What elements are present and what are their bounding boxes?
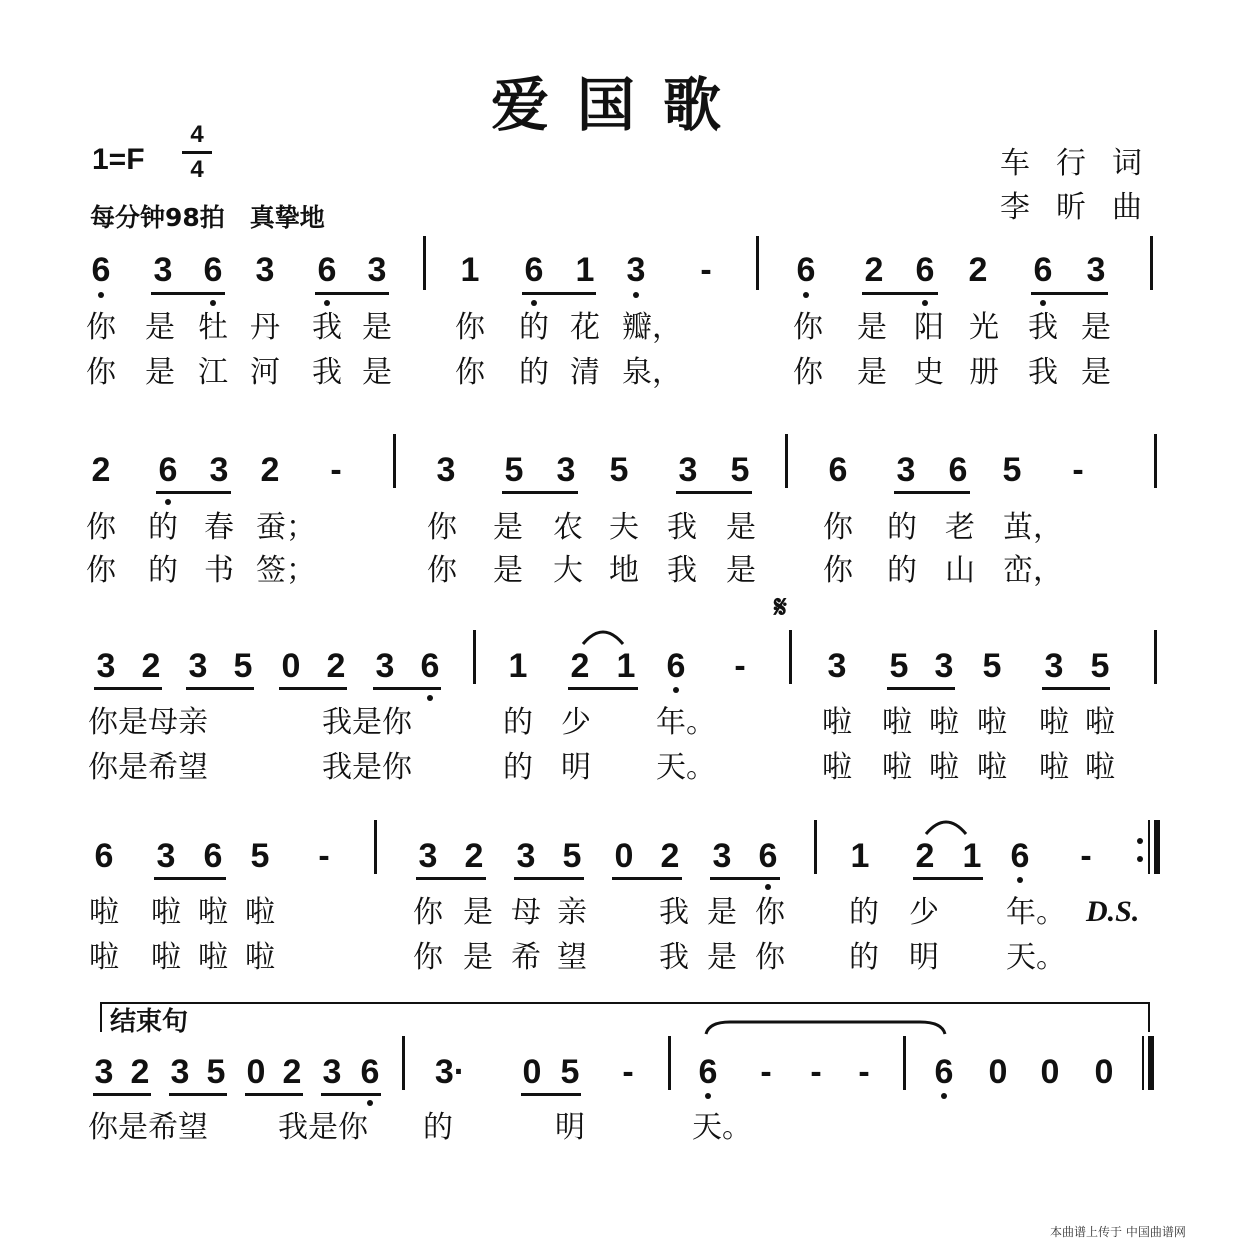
note: 3	[209, 451, 229, 489]
note: 1	[850, 837, 870, 875]
note: 5	[1090, 647, 1110, 685]
composer-credit: 李昕曲	[1000, 190, 1168, 225]
lyric: 是	[707, 940, 737, 975]
lyric: 母	[511, 895, 541, 930]
note: 5	[562, 837, 582, 875]
lyric: 希	[511, 940, 541, 975]
note: 3	[626, 251, 646, 289]
key-signature: 1=F	[92, 143, 145, 176]
note: 2	[660, 837, 680, 875]
lyric: 天。	[1006, 940, 1066, 975]
lyric: 是	[726, 553, 756, 588]
note: 6	[420, 647, 440, 685]
lyric: 是	[707, 895, 737, 930]
note: 3	[1044, 647, 1064, 685]
note: 3	[827, 647, 847, 685]
lyric: 大	[553, 553, 583, 588]
lyric: 啦	[822, 705, 852, 740]
note: 3	[322, 1053, 342, 1091]
note: 6	[915, 251, 935, 289]
note: 3	[96, 647, 116, 685]
lyric: 啦	[929, 750, 959, 785]
note: 3	[255, 251, 275, 289]
lyric: 的	[503, 750, 533, 785]
note: -	[760, 1053, 772, 1091]
note: 0	[522, 1053, 542, 1091]
note: 6	[698, 1053, 718, 1091]
note: 3·	[434, 1053, 466, 1091]
lyric: 的	[849, 940, 879, 975]
lyric: 我	[1028, 310, 1058, 345]
lyric: 我	[659, 940, 689, 975]
lyric: 是	[463, 940, 493, 975]
note: 6	[758, 837, 778, 875]
note: 1	[460, 251, 480, 289]
lyric: 你	[823, 553, 853, 588]
lyric: 的	[519, 310, 549, 345]
note: 3	[712, 837, 732, 875]
note: 3	[367, 251, 387, 289]
note: 2	[141, 647, 161, 685]
lyric: 蚕；	[256, 510, 316, 545]
lyric: 的	[849, 895, 879, 930]
lyric: 的	[503, 705, 533, 740]
tie	[583, 632, 623, 644]
lyric: 少	[909, 895, 939, 930]
note: 5	[730, 451, 750, 489]
lyric: 你	[86, 510, 116, 545]
lyric: 亲	[557, 895, 587, 930]
lyric: 明	[555, 1110, 585, 1145]
note: -	[622, 1053, 634, 1091]
note: 5	[1002, 451, 1022, 489]
note: 5	[982, 647, 1002, 685]
lyric: 你	[86, 553, 116, 588]
note: 6	[158, 451, 178, 489]
note: 2	[864, 251, 884, 289]
note: -	[700, 251, 712, 289]
lyric: 你	[413, 895, 443, 930]
note: 6	[828, 451, 848, 489]
note: 6	[203, 251, 223, 289]
note: 5	[233, 647, 253, 685]
note: 1	[508, 647, 528, 685]
meter-bottom: 4	[190, 156, 204, 183]
note: 6	[94, 837, 114, 875]
lyric: 年。	[656, 705, 716, 740]
note: 6	[1033, 251, 1053, 289]
note: -	[330, 451, 342, 489]
lyric: 江	[198, 355, 228, 390]
lyric: 啦	[977, 750, 1007, 785]
lyric: 啦	[1085, 705, 1115, 740]
note: 0	[1094, 1053, 1114, 1091]
lyric: 你	[793, 355, 823, 390]
note: 3	[94, 1053, 114, 1091]
note: 3	[678, 451, 698, 489]
lyric: 光	[969, 310, 999, 345]
lyric: 的	[148, 510, 178, 545]
lyric: 啦	[151, 895, 181, 930]
lyric: 是	[857, 355, 887, 390]
note: 3	[516, 837, 536, 875]
note: 3	[156, 837, 176, 875]
note: 6	[91, 251, 111, 289]
lyric: 啦	[1039, 750, 1069, 785]
note: 3	[896, 451, 916, 489]
lyric: 的	[887, 510, 917, 545]
lyric: 你	[755, 895, 785, 930]
lyric: 夫	[609, 510, 639, 545]
lyric: 清	[570, 355, 600, 390]
note: 3	[375, 647, 395, 685]
lyric: 阳	[914, 310, 944, 345]
note: 5	[250, 837, 270, 875]
note: 5	[609, 451, 629, 489]
note: 6	[934, 1053, 954, 1091]
lyricist-credit: 车行词	[1000, 146, 1168, 181]
note: 2	[326, 647, 346, 685]
note: 5	[206, 1053, 226, 1091]
lyric: 少	[561, 705, 591, 740]
lyric: 你	[455, 355, 485, 390]
dal-segno: D.S.	[1086, 895, 1140, 928]
lyric: 啦	[822, 750, 852, 785]
note: 2	[260, 451, 280, 489]
lyric: 你	[793, 310, 823, 345]
tie	[926, 822, 966, 834]
lyric: 我	[312, 310, 342, 345]
lyric: 你	[823, 510, 853, 545]
note: 6	[317, 251, 337, 289]
lyric: 是	[493, 553, 523, 588]
lyric: 啦	[89, 940, 119, 975]
lyric: 天。	[692, 1110, 752, 1145]
note: 6	[524, 251, 544, 289]
note: 0	[988, 1053, 1008, 1091]
lyric: 的	[423, 1110, 453, 1145]
lyric: 牡	[198, 310, 228, 345]
lyric: 地	[609, 553, 639, 588]
lyric: 啦	[882, 750, 912, 785]
lyric: 老	[945, 510, 975, 545]
lyric: 的	[148, 553, 178, 588]
segno-sign: 𝄋	[774, 590, 787, 625]
lyric: 啦	[1085, 750, 1115, 785]
note: 6	[203, 837, 223, 875]
lyric: 书	[204, 553, 234, 588]
lyric: 望	[557, 940, 587, 975]
lyric: 天。	[656, 750, 716, 785]
footer-credit: 本曲谱上传于 中国曲谱网	[1050, 1225, 1186, 1239]
lyric-phrase: 你是母亲	[88, 705, 208, 740]
lyric: 是	[1081, 355, 1111, 390]
lyric: 是	[362, 310, 392, 345]
lyric: 啦	[89, 895, 119, 930]
lyric: 年。	[1006, 895, 1066, 930]
lyric: 啦	[929, 705, 959, 740]
note: 1	[616, 647, 636, 685]
lyric-phrase: 你是希望	[88, 1110, 208, 1145]
meter-top: 4	[190, 121, 204, 148]
lyric: 峦，	[1003, 553, 1063, 588]
lyric: 农	[553, 510, 583, 545]
lyric: 我	[312, 355, 342, 390]
lyric: 啦	[198, 895, 228, 930]
song-title: 爱国歌	[490, 71, 749, 139]
ending-label: 结束句	[110, 1007, 189, 1037]
lyric: 丹	[250, 310, 280, 345]
lyric: 是	[1081, 310, 1111, 345]
note: 2	[968, 251, 988, 289]
lyric: 是	[145, 310, 175, 345]
lyric: 你	[455, 310, 485, 345]
lyric: 的	[519, 355, 549, 390]
lyric-phrase: 我是你	[322, 705, 412, 740]
lyric: 你	[755, 940, 785, 975]
note: 6	[948, 451, 968, 489]
lyric: 啦	[1039, 705, 1069, 740]
note: -	[858, 1053, 870, 1091]
note: 2	[570, 647, 590, 685]
lyric: 啦	[882, 705, 912, 740]
lyric: 是	[145, 355, 175, 390]
note: 6	[1010, 837, 1030, 875]
note: 5	[504, 451, 524, 489]
lyric: 我	[667, 553, 697, 588]
lyric: 我	[1028, 355, 1058, 390]
lyric: 是	[726, 510, 756, 545]
note: 5	[560, 1053, 580, 1091]
note: 2	[91, 451, 111, 489]
note: 3	[153, 251, 173, 289]
note: -	[318, 837, 330, 875]
note: -	[1072, 451, 1084, 489]
lyric: 你	[413, 940, 443, 975]
note: 6	[796, 251, 816, 289]
lyric: 签；	[256, 553, 316, 588]
note: 2	[915, 837, 935, 875]
note: 3	[934, 647, 954, 685]
note: 1	[575, 251, 595, 289]
note: 3	[1086, 251, 1106, 289]
note: 3	[418, 837, 438, 875]
tempo-marking: 每分钟98拍 真挚地	[90, 203, 325, 232]
note: -	[734, 647, 746, 685]
lyric: 你	[86, 310, 116, 345]
lyric: 是	[362, 355, 392, 390]
note: 2	[464, 837, 484, 875]
note: 3	[188, 647, 208, 685]
lyric: 是	[857, 310, 887, 345]
lyric: 瓣，	[622, 310, 682, 345]
lyric-phrase: 我是你	[322, 750, 412, 785]
lyric: 是	[493, 510, 523, 545]
tie-long	[706, 1022, 945, 1034]
note: 3	[556, 451, 576, 489]
note: 5	[889, 647, 909, 685]
note: 2	[130, 1053, 150, 1091]
lyric: 花	[570, 310, 600, 345]
lyric: 册	[969, 355, 999, 390]
lyric-phrase: 我是你	[278, 1110, 368, 1145]
note: 6	[360, 1053, 380, 1091]
lyric: 茧，	[1003, 510, 1063, 545]
note: 2	[282, 1053, 302, 1091]
lyric: 我	[659, 895, 689, 930]
lyric: 明	[909, 940, 939, 975]
lyric: 啦	[245, 940, 275, 975]
lyric: 啦	[977, 705, 1007, 740]
lyric: 泉，	[622, 355, 682, 390]
lyric: 山	[945, 553, 975, 588]
lyric: 是	[463, 895, 493, 930]
note: 0	[246, 1053, 266, 1091]
lyric: 明	[561, 750, 591, 785]
lyric: 的	[887, 553, 917, 588]
lyric: 啦	[245, 895, 275, 930]
note: 3	[170, 1053, 190, 1091]
note: 0	[1040, 1053, 1060, 1091]
lyric: 史	[914, 355, 944, 390]
note: 1	[962, 837, 982, 875]
note: 0	[281, 647, 301, 685]
lyric: 我	[667, 510, 697, 545]
note: -	[1080, 837, 1092, 875]
lyric: 你	[427, 510, 457, 545]
note: -	[810, 1053, 822, 1091]
note: 3	[436, 451, 456, 489]
lyric: 春	[204, 510, 234, 545]
note: 0	[614, 837, 634, 875]
note: 6	[666, 647, 686, 685]
lyric: 河	[250, 355, 280, 390]
lyric-phrase: 你是希望	[88, 750, 208, 785]
lyric: 啦	[198, 940, 228, 975]
lyric: 你	[427, 553, 457, 588]
lyric: 你	[86, 355, 116, 390]
lyric: 啦	[151, 940, 181, 975]
